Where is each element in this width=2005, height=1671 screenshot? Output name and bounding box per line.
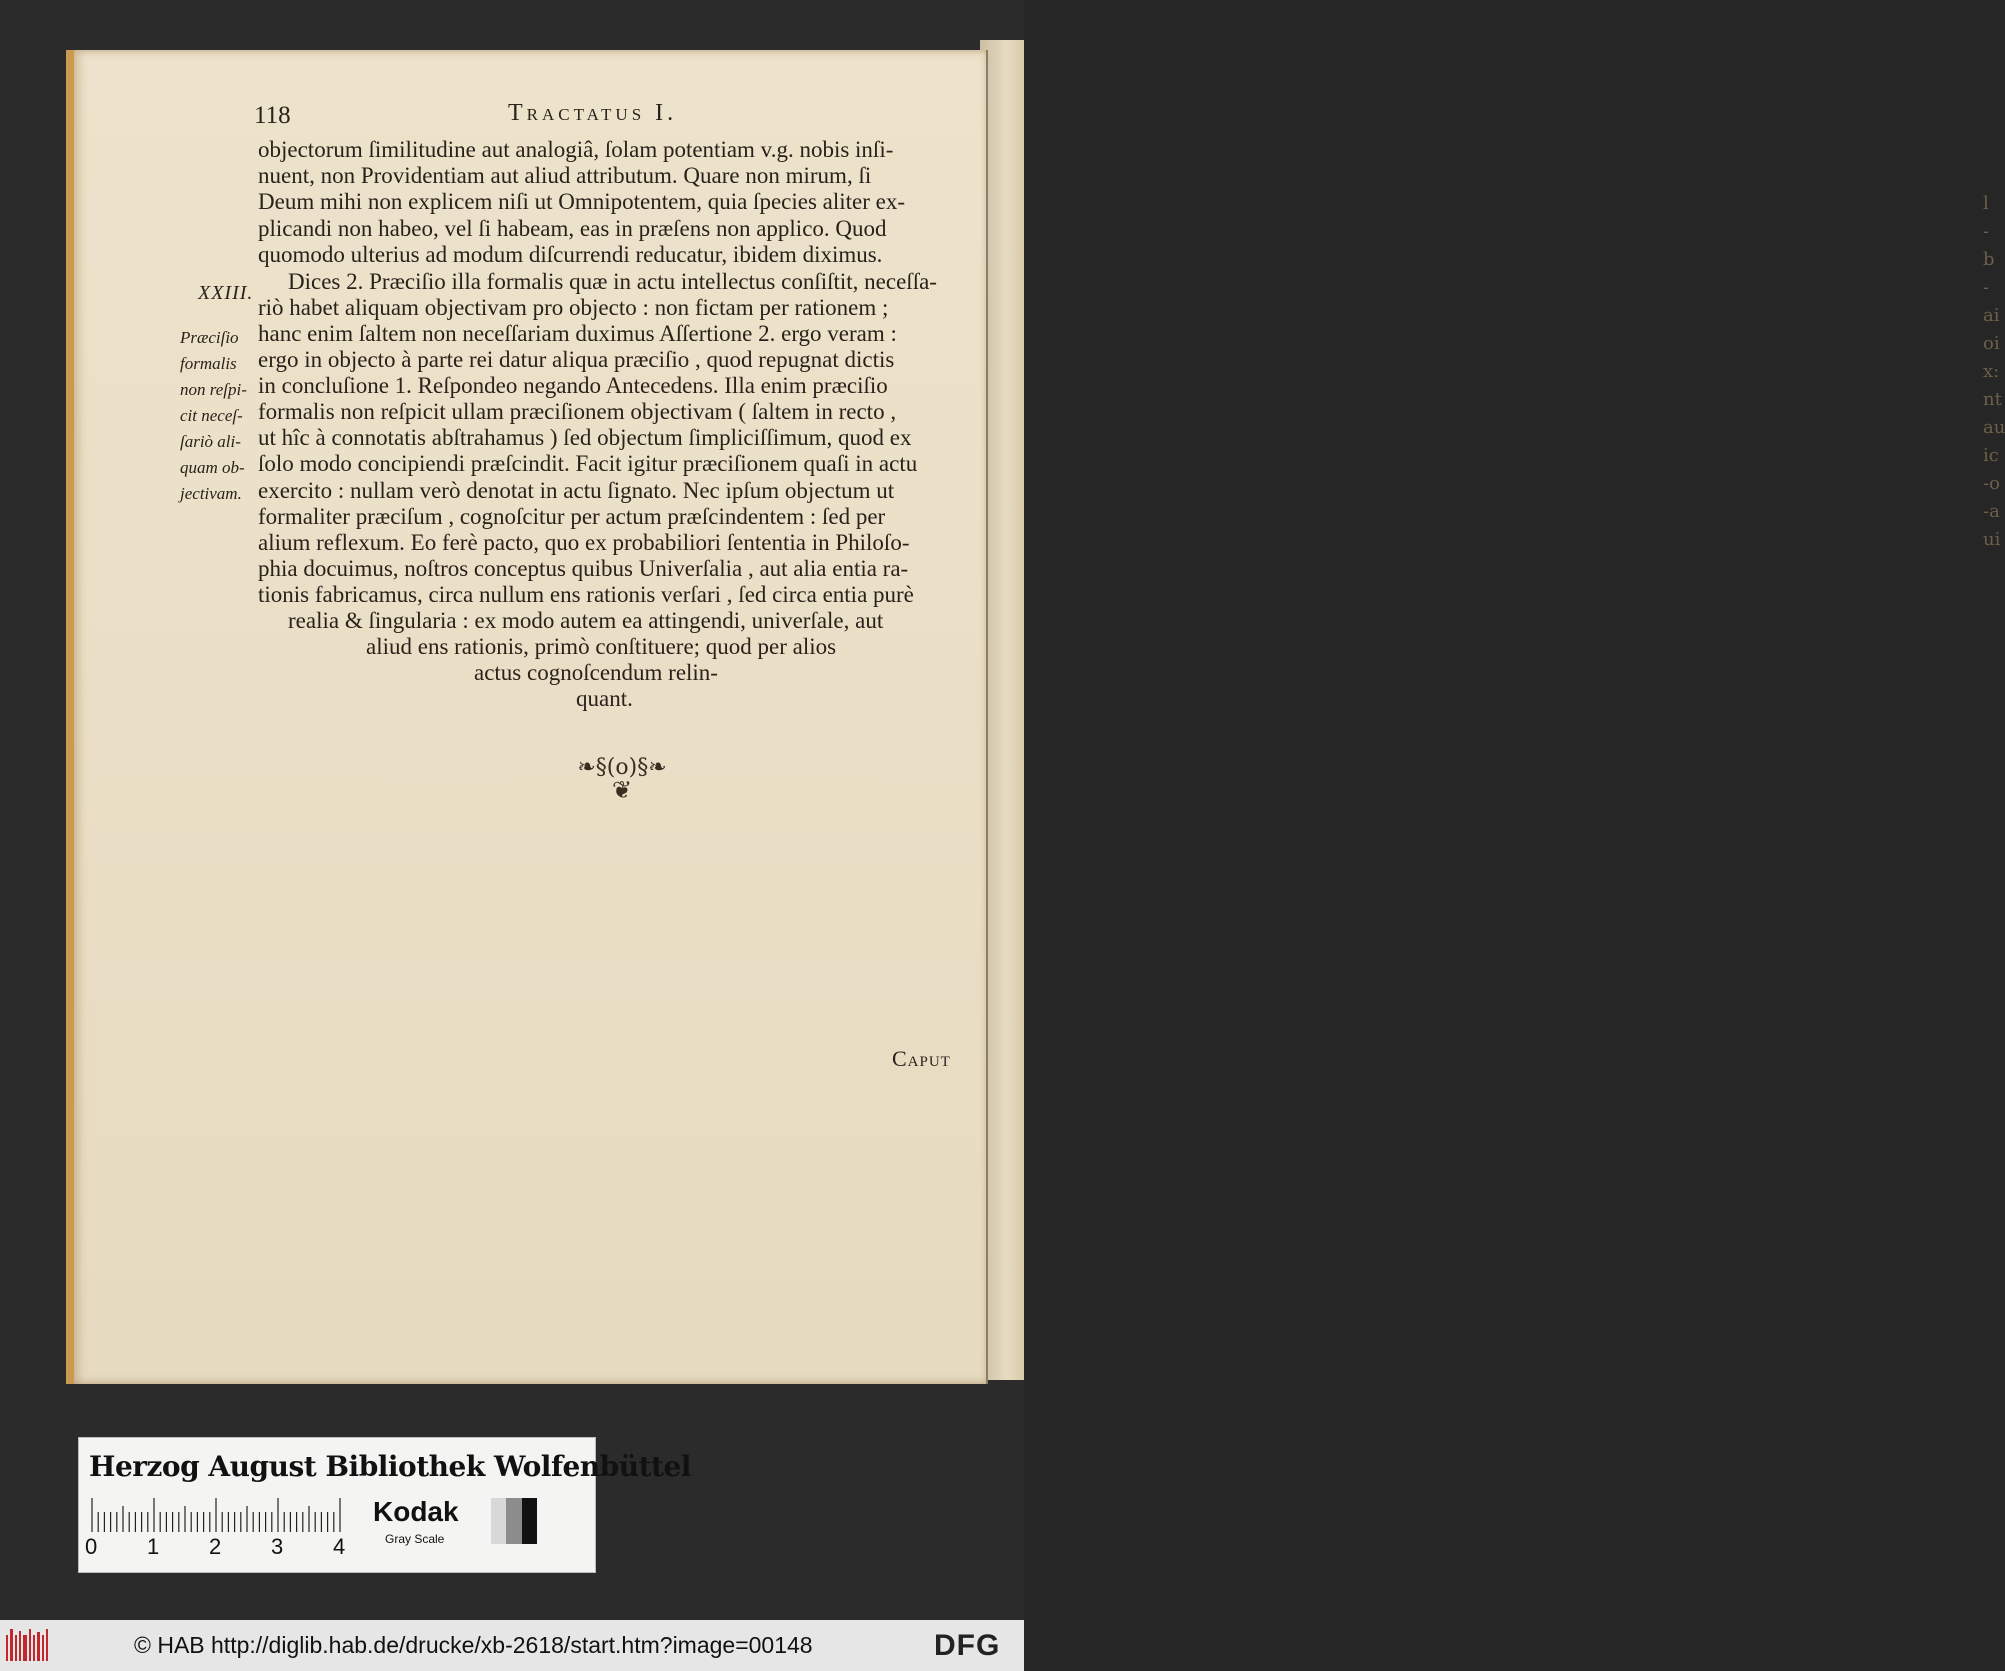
next-page-fragment: x:	[1983, 361, 2000, 382]
running-head: Tractatus I.	[508, 100, 678, 126]
barcode-icon	[6, 1629, 48, 1661]
text-line: phia docuimus, noſtros conceptus quibus Univerſalia , aut alia entia ra-	[258, 556, 909, 581]
gray-swatch	[506, 1498, 521, 1544]
next-page-fragment: l	[1983, 193, 1989, 214]
next-page-fragment: -o	[1983, 473, 2000, 494]
marginal-note-line: cit neceſ-	[180, 406, 243, 425]
gray-scale-label: Gray Scale	[385, 1532, 445, 1546]
paragraph-number: XXIII.	[198, 282, 254, 304]
next-page-fragment: -	[1983, 277, 1990, 298]
marginal-note	[180, 325, 260, 507]
ruler-number: 2	[209, 1534, 222, 1559]
book-page	[66, 50, 988, 1384]
text-line: exercito : nullam verò denotat in actu ſignato. Nec ipſum objectum ut	[258, 478, 895, 503]
text-line: tionis fabricamus, circa nullum ens rationis verſari , ſed circa entia purè	[258, 582, 914, 607]
gray-swatch	[491, 1498, 506, 1544]
tailpiece-ornament	[562, 755, 682, 804]
next-page-fragment: nt	[1983, 389, 2002, 410]
marginal-note-line: jectivam.	[180, 484, 242, 503]
marginal-note-line: formalis	[180, 354, 237, 373]
ornament-drop: ❦	[611, 776, 633, 804]
marginal-note-line: Præciſio	[180, 328, 239, 347]
next-page-fragment: ai	[1983, 305, 2000, 326]
marginal-note-line: ſariò ali-	[180, 432, 241, 451]
text-line: ſolo modo concipiendi præſcindit. Facit igitur præciſionem quaſi in actu	[258, 451, 918, 476]
next-page-fragment: -a	[1983, 501, 2000, 522]
text-line: plicandi non habeo, vel ſi habeam, eas in præſens non applico. Quod	[258, 216, 887, 241]
next-page-fragment: b	[1983, 249, 1995, 270]
text-line: nuent, non Providentiam aut aliud attributum. Quare non mirum, ſi	[258, 163, 872, 188]
text-line: Dices 2. Præciſio illa formalis quæ in actu intellectus conſiſtit, neceſſa-	[288, 269, 937, 294]
text-line: quant.	[576, 686, 633, 711]
text-line: realia & ſingularia : ex modo autem ea attingendi, univerſale, aut	[288, 608, 884, 633]
ruler-scale	[89, 1498, 351, 1532]
gutter-line	[986, 50, 988, 1384]
next-page-fragment: ic	[1983, 445, 1999, 466]
next-page-fragment: oi	[1983, 333, 2000, 354]
text-line: actus cognoſcendum relin-	[474, 660, 718, 685]
ruler-number: 4	[333, 1534, 346, 1559]
text-line: hanc enim ſaltem non neceſſariam duximus Aſſertione 2. ergo veram :	[258, 321, 897, 346]
kodak-logo: Kodak	[373, 1496, 459, 1527]
text-line: formalis non reſpicit ullam præciſionem objectivam ( ſaltem in recto ,	[258, 399, 897, 424]
dfg-logo: DFG	[934, 1629, 1001, 1662]
text-line: ut hîc à connotatis abſtrahamus ) ſed objectum ſimpliciſſimum, quod ex	[258, 425, 912, 450]
next-page-fragment: au	[1983, 417, 2005, 438]
marginal-note-line: non reſpi-	[180, 380, 247, 399]
next-page-fragment: ui	[1983, 529, 2001, 550]
next-page-fragments	[1983, 190, 2004, 554]
text-line: ergo in objecto à parte rei datur aliqua præciſio , quod repugnat dictis	[258, 347, 895, 372]
ornament-flourish: ❧§(o)§❧	[577, 755, 667, 780]
text-line: quomodo ulterius ad modum diſcurrendi reducatur, ibidem diximus.	[258, 242, 883, 267]
text-line: Deum mihi non explicem niſi ut Omnipotentem, quia ſpecies aliter ex-	[258, 189, 906, 214]
page-number: 118	[254, 102, 291, 129]
text-line: alium reflexum. Eo ferè pacto, quo ex probabiliori ſententia in Philoſo-	[258, 530, 910, 555]
text-line: formaliter præciſum , cognoſcitur per actum præſcindentem : ſed per	[258, 504, 886, 529]
ruler-number: 0	[85, 1534, 98, 1559]
marginal-note-line: quam ob-	[180, 458, 245, 477]
color-calibration-bar	[78, 1437, 691, 1573]
text-line: aliud ens rationis, primò conſtituere; quod per alios	[366, 634, 837, 659]
catchword: Caput	[892, 1046, 951, 1071]
gray-swatch	[522, 1498, 537, 1544]
text-line: objectorum ſimilitudine aut analogiâ, ſolam potentiam v.g. nobis inſi-	[258, 137, 894, 162]
footer-bar	[0, 1620, 1024, 1671]
ruler-number: 1	[147, 1534, 160, 1559]
next-page-fragment: -	[1983, 221, 1990, 242]
ruler-number: 3	[271, 1534, 284, 1559]
library-title: Herzog August Bibliothek Wolfenbüttel	[89, 1450, 691, 1483]
text-line: in concluſione 1. Reſpondeo negando Antecedens. Illa enim præciſio	[258, 373, 888, 398]
copyright-text: © HAB http://diglib.hab.de/drucke/xb-2618/start.htm?image=00148	[134, 1632, 813, 1658]
text-line: riò habet aliquam objectivam pro objecto : non fictam per rationem ;	[258, 295, 889, 320]
ruler-numbers	[85, 1534, 385, 1564]
gray-swatches	[491, 1498, 537, 1544]
